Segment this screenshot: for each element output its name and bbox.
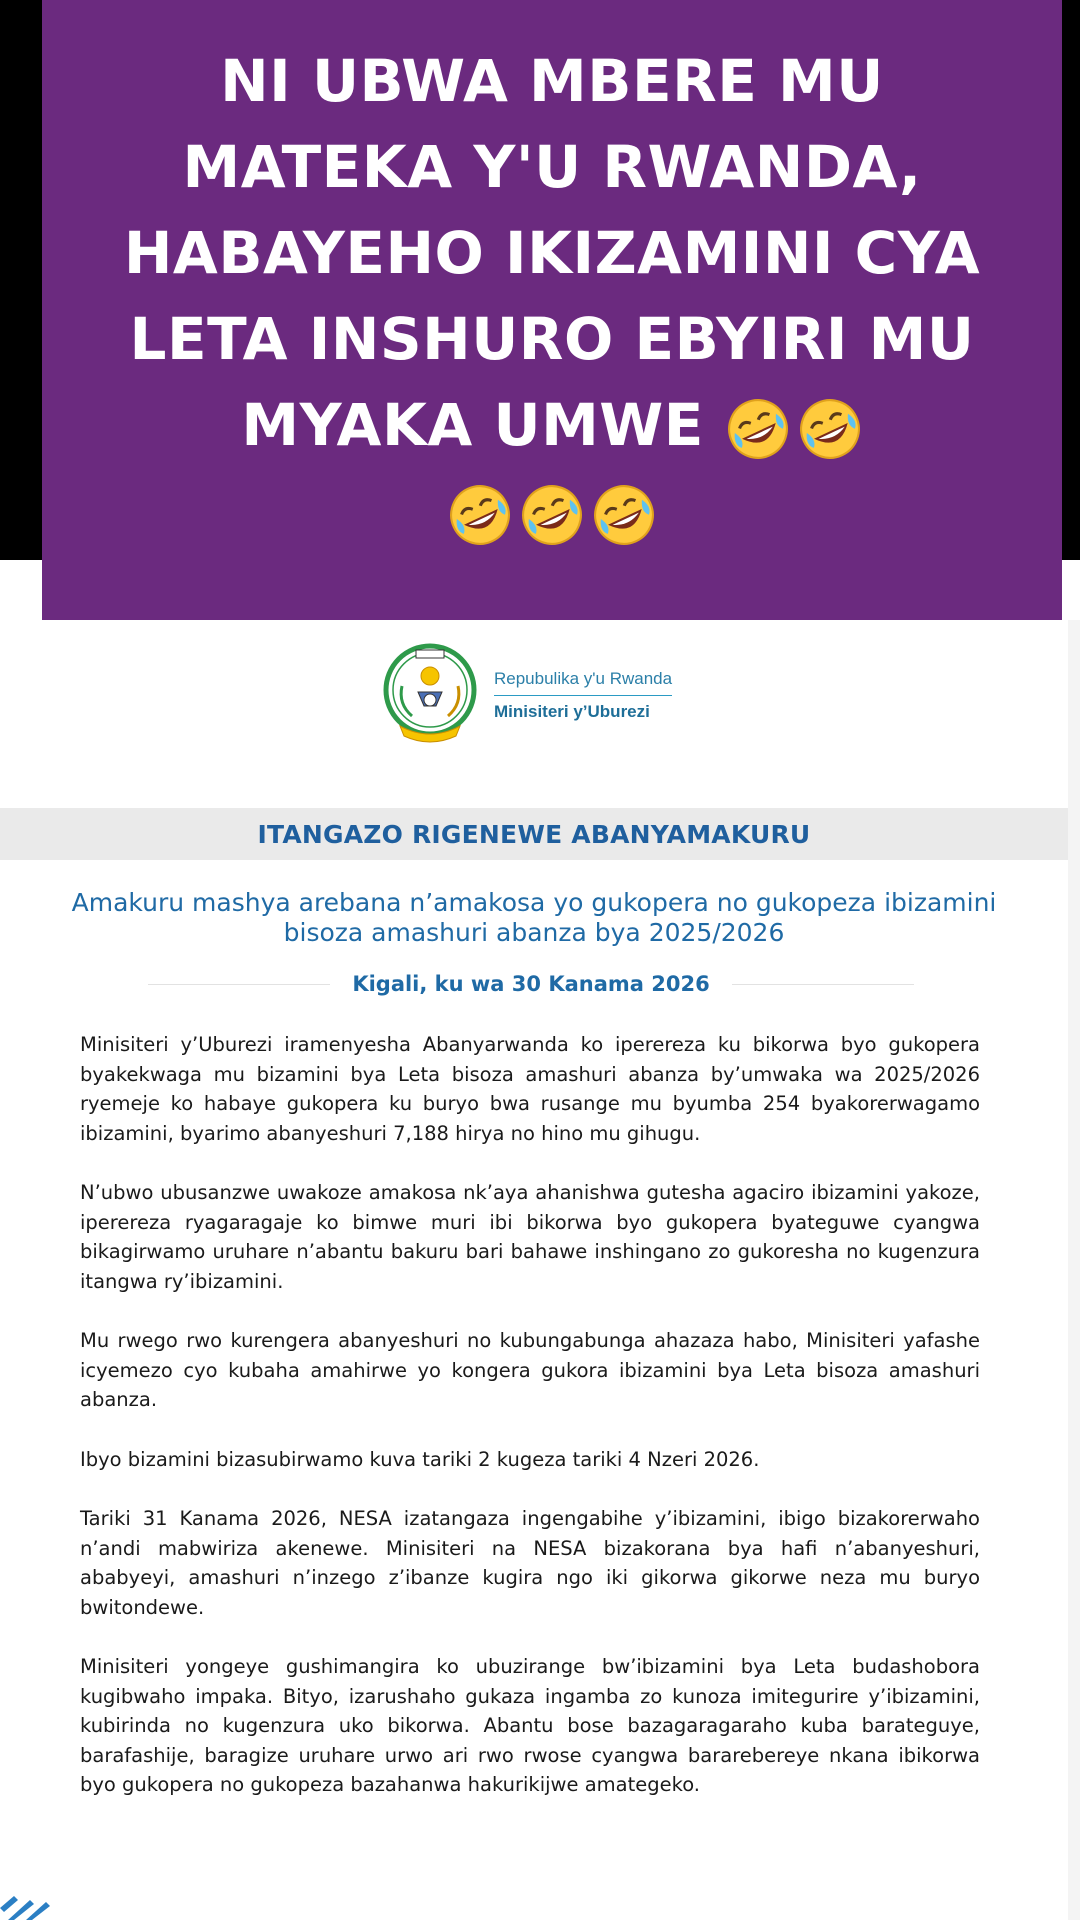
rolling-on-floor-laughing-emoji-icon <box>591 482 657 548</box>
divider-right <box>732 984 914 985</box>
body-paragraph: Minisiteri y’Uburezi iramenyesha Abanyarwanda ko iperereza ku bikorwa byo gukopera byakekwaga mu bizamini bya Leta bisoza amashuri abanza by’umwaka wa 2025/2026 ryemeje ko habaye gukopera ku buryo bwa rusange mu byumba 254 byakorerwagamo ibizamini, byarimo abanyeshuri 7,188 hirya no hino mu gihugu. <box>80 1033 980 1145</box>
ministry-logo <box>380 640 672 750</box>
purple-caption-banner <box>42 0 1062 620</box>
body-paragraph: Minisiteri yongeye gushimangira ko ubuzirange bw’ibizamini bya Leta budashobora kugibwaho impaka. Bityo, izarushaho gukaza ingamba zo kunoza imitegurire y’ibizamini, kubirinda no kugenzura uko bikorwa. Abantu bose bazagaragaraho kuba barateguye, barafashije, baragize uruhare urwo ari rwo rwose cyangwa bararebereye nkana ibikorwa byo gukopera no gukopeza bazahanwa hakurikijwe amategeko. <box>80 1655 980 1796</box>
logo-text <box>494 669 672 722</box>
dateline: Kigali, ku wa 30 Kanama 2026 <box>352 972 710 996</box>
press-release-document <box>0 620 1080 1920</box>
press-release-subtitle: Amakuru mashya arebana n’amakosa yo gukopera no gukopeza ibizamini bisoza amashuri abanza bya 2025/2026 <box>71 888 997 947</box>
decorative-stripes-icon <box>0 1870 70 1920</box>
rolling-on-floor-laughing-emoji-icon <box>447 482 513 548</box>
body-paragraph: Tariki 31 Kanama 2026, NESA izatangaza ingengabihe y’ibizamini, ibigo bizakorerwaho n’andi mabwiriza akenewe. Minisiteri na NESA bizakorana bya hafi n’abanyeshuri, ababyeyi, amashuri n’inzego z’ibanze kugira ngo iki gikorwa gikorwe neza mu buryo bwitondewe. <box>80 1507 980 1619</box>
rolling-on-floor-laughing-emoji-icon <box>725 396 791 462</box>
press-release-heading-bar <box>0 808 1068 860</box>
body-paragraph: N’ubwo ubusanzwe uwakoze amakosa nk’aya ahanishwa gutesha agaciro ibizamini yakoze, iperereza ryagaragaje ko bimwe muri ibi bikorwa byo gukopera byateguwe cyangwa bikagirwamo uruhare n’abantu bakuru bari bahawe inshingano zo gukoresha no kugenzura itangwa ry’ibizamini. <box>80 1181 980 1293</box>
ministry-name: Minisiteri y’Uburezi <box>494 701 650 721</box>
body-paragraph: Mu rwego rwo kurengera abanyeshuri no kubungabunga ahazaza habo, Minisiteri yafashe icyemezo cyo kubaha amahirwe yo kongera gukora ibizamini bya Leta bisoza amashuri abanza. <box>80 1329 980 1411</box>
laughing-emoji-group-1 <box>725 396 863 462</box>
rolling-on-floor-laughing-emoji-icon <box>519 482 585 548</box>
laughing-emoji-group-2 <box>447 482 657 548</box>
press-release-heading: ITANGAZO RIGENEWE ABANYAMAKURU <box>257 819 811 849</box>
divider-left <box>148 984 330 985</box>
banner-caption <box>82 38 1022 554</box>
press-release-body <box>80 1030 980 1830</box>
dateline-row <box>148 972 914 996</box>
rolling-on-floor-laughing-emoji-icon <box>797 396 863 462</box>
body-paragraph: Ibyo bizamini bizasubirwamo kuva tariki 2 kugeza tariki 4 Nzeri 2026. <box>80 1447 760 1471</box>
banner-caption-text: NI UBWA MBERE MU MATEKA Y'U RWANDA, HABAYEHO IKIZAMINI CYA LETA INSHURO EBYIRI MU MYAKA UMWE <box>123 47 981 459</box>
rwanda-coat-of-arms-icon <box>380 640 480 750</box>
republic-name: Repubulika y'u Rwanda <box>494 669 672 696</box>
